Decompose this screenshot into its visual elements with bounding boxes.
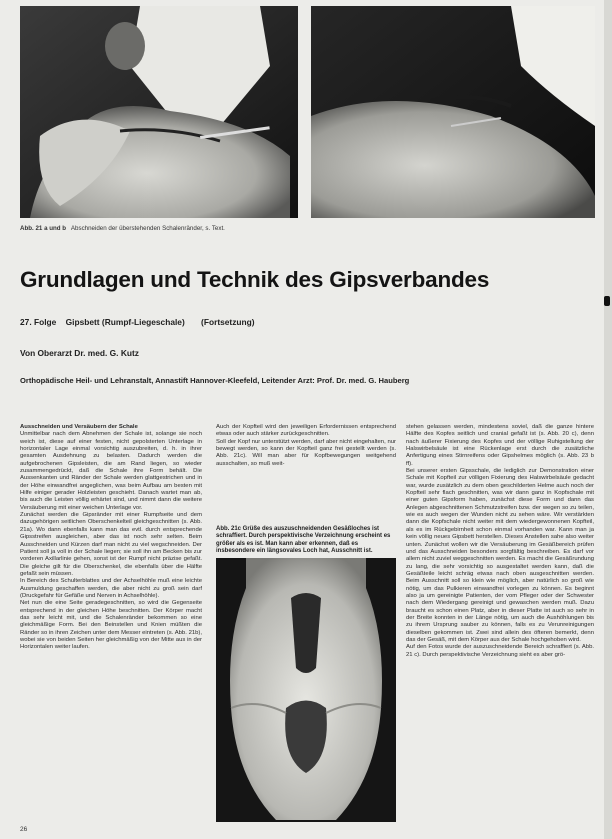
caption-label: Abb. 21 a und b [20, 225, 67, 232]
page-number: 26 [20, 826, 28, 833]
series-line [20, 317, 255, 327]
photo-21a-image [20, 6, 298, 218]
photo-21c [216, 558, 396, 822]
column-2-body: Auch der Kopfteil wird den jeweiligen Erfordernissen entsprechend etwas oder auch stärker zurückgeschnitten. Soll der Kopf nur unterstützt werden, darf aber nicht eingehalten, nur bewegt werden, so kann der Kopfteil ganz frei gestellt werden (s. Abb. 21c). Will man aber für Kopfbewegungen weitgehend ausschalten, so muß weit- [216, 424, 396, 467]
column-2-text [216, 424, 396, 520]
section-heading: Ausschneiden und Versäubern der Schale [20, 424, 138, 430]
column-1 [20, 424, 202, 820]
photo-21a [20, 6, 298, 218]
article-headline: Grundlagen und Technik des Gipsverbandes [20, 267, 490, 292]
edge-marker [604, 296, 610, 306]
photo-21b [311, 6, 595, 218]
column-3 [406, 424, 594, 824]
institution-line: Orthopädische Heil- und Lehranstalt, Annastift Hannover-Kleefeld, Leitender Arzt: Prof. Dr. med. G. Hauberg [20, 376, 410, 385]
column-1-body: Unmittelbar nach dem Abnehmen der Schale ist, solange sie noch weich ist, diese auf einer festen, nicht gepolsterten Unterlage in horizontaler Lage einmal vorsichtig auszubreiten, d. h. in ihrer gesamten Ausdehnung zu belasten. Dadurch werden die aufgebrochenen Gipsleisten, die am Rand liegen, so wieder zusammengedrückt, daß die Schale ihre Form behält. Die Aussenkanten und Ränder der Schale werden glattgestrichen und in der Höhe einwandfrei angeglichen, was beim Aufbau am besten mit Hilfe einiger gerader Holzleisten geschieht. Danach wartet man ab, bis auch die Leisten völlig erhärtet sind, und nimmt dann die weitere Versäuberung mit einer weichen Unterlage vor. Zunächst werden die Gipsränder mit einer Rumpfseite und dem dazugehörigen seitlichen Oberschenkelteil gleichgeschnitten (s. Abb. 21a). Wo dann ebenfalls kann man das evtl. durch entsprechende Gipsstreifen ausgleichen, aber das ist noch sehr selten. Beim Ausschneiden und Kürzen darf man nicht zu viel wegschneiden. Der Patient soll ja voll in der Schale liegen; sie soll ihn am Becken bis zur vorderen Axillarlinie gehen, sonst ist der Rumpf nicht präzise gefaßt. Die gleiche gilt für die Oberschenkel, die ebenfalls über die Hälfte gefaßt sein müssen. In Bereich des Schulterblattes und der Achselhöhle muß eine leichte Ausmuldung geschaffen werden, die aber nicht zu groß sein darf (Druckgefahr für Gefäße und Nerven in Achselhöhle). Net nun die eine Seite geradegeschnitten, so wird die Gegenseite entsprechend in der gleichen Höhe beschnitten. Der Körper macht das sehr leicht mit, und die Schalenränder bekommen so eine gleichmäßige Form. Bei den Beinstellen und Knien müßten die Ränder so in ihren Zeichen unter dem Messer eintreten (s. Abb. 21b), wobei sie von beiden Seiten her gleichmäßig von der Mitte aus in der Horizontalen weiter laufen. [20, 431, 202, 651]
figure-21c-caption: Abb. 21c Grüße des auszuschneidenden Gesäßloches ist schraffiert. Durch perspektivische Verzeichnung erscheint es größer als es ist. Man kann aber erkennen, daß es insbesondere ein längsovales Loch hat, Ausschnitt ist. [216, 526, 391, 555]
photo-21c-image [216, 558, 396, 822]
series-part: 27. Folge [20, 317, 57, 327]
author-line: Von Oberarzt Dr. med. G. Kutz [20, 348, 139, 358]
series-topic: Gipsbett (Rumpf-Liegeschale) [65, 317, 185, 327]
photo-caption [20, 225, 225, 233]
series-note: (Fortsetzung) [201, 317, 255, 327]
column-3-body: stehen gelassen werden, mindestens soviel, daß die ganze hintere Hälfte des Kopfes seitlich und cranial gefaßt ist (s. Abb. 20 c), denn nach äußerer Fixierung des Kopfes und der völlige Ruhigstellung der Halswirbelsäule ist eine Rückenlage erst durch die zusätzliche Anfertigung eines Stirnreifens oder Gipshelmes möglich (s. Abb. 23 b ff). Bei unserer ersten Gipsschale, die lediglich zur Demonstration einer Schale mit Kopfteil zur völligen Fixierung des Halswirbelsäule gedacht war, wurde zusätzlich zu dem oben geschilderten Helme auch noch der Kopfteil sehr flach geschnitten, was wir dann ganz in Kopfschale mit einer guten Gipsform haben, zunächst diese Form und dann das Anlegen abgeschnittenen Schmutzstreifen bzw. der wegen so zu teilen, wie es auch wegen der Wunden nicht zu sehen wäre. Wir verstärkten dann die Kopfschale nicht weiter mit dem wiedergewonnenen Kopfteil, als es im Rückgebirnheit schon einmal vorhanden war. Kann man ja kein völlig neues Gipsbett herstellen. Dieses Anstellen sahe also weiter unten. Zunächst wollen wir die Versäuberung im Gesäßbereich prüfen und das Ausschneiden besonders sorgfältig beschreiben. Es darf vor allem nicht zuviel weggeschnitten werden. Es macht die Gesäßrundung zu lang, die sehr vorsichtig so ausgestaltet werden kann, daß die Gesäßteile leicht schräg etwas nach oben ausgeschnitten werden. Beim Ausschnitt soll so klein wie möglich, aber natürlich so groß wie nötig, um das Pulkieren einwandfrei vorlegen zu können. Es beginnt also ja um gereinigte Patienten, der vom Pfleger oder der Schwester nach dem Wiedergang gereinigt und gewaschen werden muß. Dazu braucht es schon einen Platz, aber in dieser Platte ist auch so sehr in der Breite konnten in der Länge nötig, um auch die Aushöhlungen bis zu ihrem Ursprung sauber zu können, falls es zu Verunreinigungen dieselben gekommen ist. Zwei sind allein des öfteren bemerkt, denn das der Gesäß, mit dem Körper aus der Schale hochgehoben wird. Auf den Fotos wurde der auszuschneidende Bereich schraffiert (s. Abb. 21 c). Durch perspektivische Verzeichnung sieht es aber grö- [406, 424, 594, 658]
photo-21b-image [311, 6, 595, 218]
page-edge [604, 0, 612, 839]
caption-text: Abschneiden der überstehenden Schalenränder, s. Text. [70, 225, 225, 232]
